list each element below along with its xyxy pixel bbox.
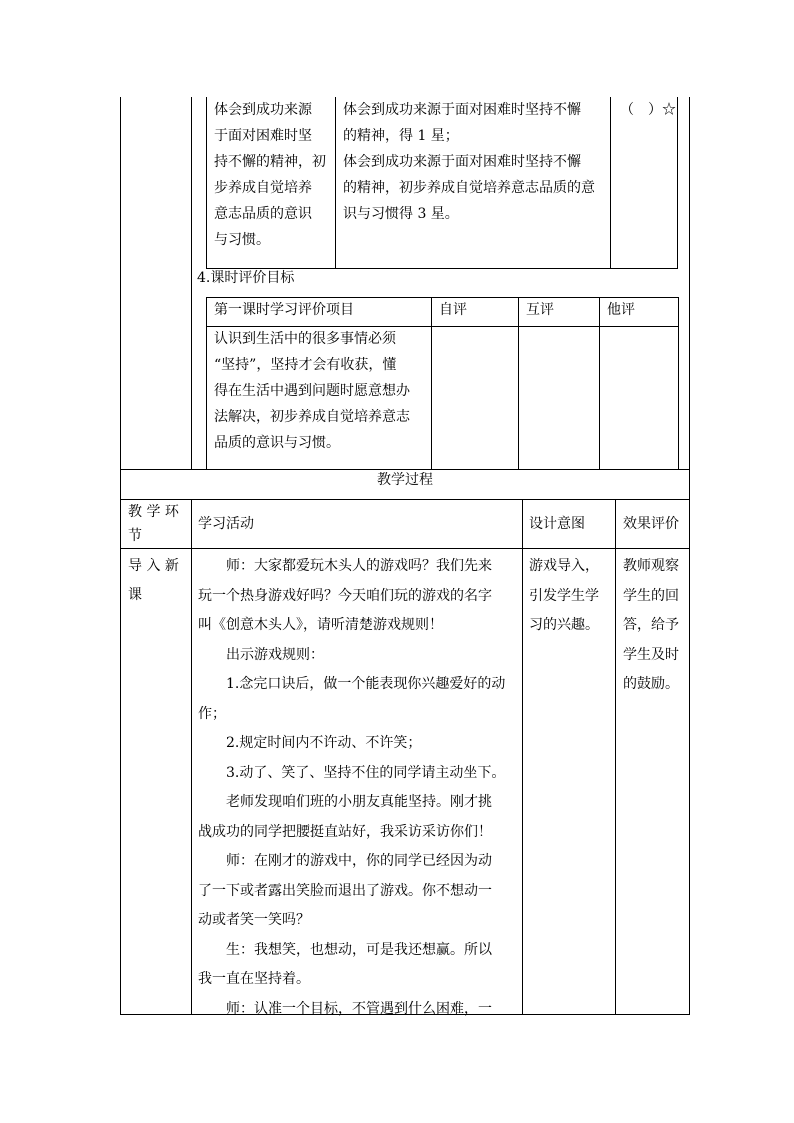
activity-line: 师：在刚才的游戏中，你的同学已经因为动	[198, 853, 492, 869]
star-rating: （ ）☆	[620, 102, 676, 118]
intent-line: 习的兴趣。	[529, 617, 599, 633]
process-header-stage: 教 学 环	[128, 504, 179, 520]
eval-item-line: 品质的意识与习惯。	[214, 435, 340, 451]
activity-line: 生：我想笑，也想动，可是我还想赢。所以	[198, 941, 492, 958]
activity-line: 战成功的同学把腰挺直站好，我采访采访你们！	[198, 823, 492, 840]
criteria-table-left	[206, 97, 207, 269]
activity-line: 了一下或者露出笑脸而退出了游戏。你不想动一	[198, 882, 492, 899]
criteria-table-col2	[610, 97, 611, 269]
effect-line: 答，给予	[623, 617, 679, 633]
process-title: 教学过程	[377, 472, 433, 488]
activity-line: 玩一个热身游戏好吗？今天咱们玩的游戏的名字	[198, 587, 492, 604]
goal-line: 步养成自觉培养	[214, 180, 312, 196]
eval-table-col3	[599, 297, 600, 470]
eval-table-col1	[431, 297, 432, 470]
stage-line: 导 入 新	[128, 558, 179, 574]
effect-line: 学生的回	[623, 587, 679, 604]
process-col-activity	[522, 499, 523, 1015]
eval-item-line: 得在生活中遇到问题时愿意想办	[214, 383, 410, 399]
activity-line: 师：大家都爱玩木头人的游戏吗？我们先来	[198, 558, 492, 574]
effect-line: 学生及时	[623, 646, 679, 663]
process-col-stage	[191, 499, 192, 1015]
intent-line: 引发学生学	[529, 587, 599, 604]
effect-line: 的鼓励。	[623, 676, 679, 692]
criteria-table-right	[677, 97, 678, 269]
stage-line: 课	[128, 587, 142, 603]
activity-line: 师：认准一个目标，不管遇到什么困难，一	[198, 1000, 492, 1017]
activity-line: 出示游戏规则：	[198, 646, 324, 663]
outer-right-border	[689, 97, 690, 1015]
process-header-stage: 节	[128, 528, 142, 544]
eval-header-self: 自评	[439, 302, 467, 318]
eval-item-line: “坚持”，坚持才会有收获，懂	[214, 357, 397, 373]
goal-line: 体会到成功来源	[214, 102, 312, 118]
process-title-bottom	[120, 499, 690, 500]
goal-line: 于面对困难时坚	[214, 128, 312, 144]
eval-table-col2	[518, 297, 519, 470]
eval-header-other: 他评	[607, 302, 635, 318]
criteria-table-col1	[335, 97, 336, 269]
criteria-line: 识与习惯得 3 星。	[343, 206, 459, 222]
upper-inner-column-divider	[191, 97, 192, 469]
eval-item-line: 认识到生活中的很多事情必须	[214, 331, 396, 347]
criteria-line: 的精神，得 1 星；	[343, 128, 459, 144]
activity-line: 3.动了、笑了、坚持不住的同学请主动坐下。	[198, 764, 506, 781]
eval-header-item: 第一课时学习评价项目	[214, 302, 354, 318]
criteria-line: 体会到成功来源于面对困难时坚持不懈	[343, 154, 581, 170]
goal-line: 持不懈的精神，初	[214, 154, 326, 170]
eval-item-line: 法解决，初步养成自觉培养意志	[214, 409, 410, 425]
process-header-effect: 效果评价	[623, 516, 679, 532]
criteria-table	[206, 97, 678, 269]
activity-line: 2.规定时间内不许动、不许笑；	[198, 735, 422, 751]
goal-line: 与习惯。	[214, 232, 270, 248]
activity-line: 我一直在坚持着。	[198, 971, 310, 987]
criteria-line: 的精神，初步养成自觉培养意志品质的意	[343, 180, 595, 196]
criteria-line: 体会到成功来源于面对困难时坚持不懈	[343, 102, 581, 118]
process-header-activity: 学习活动	[198, 516, 254, 532]
eval-table-right	[678, 297, 679, 470]
eval-header-peer: 互评	[526, 302, 554, 318]
evaluation-heading: 4.课时评价目标	[197, 270, 295, 286]
evaluation-table	[206, 297, 679, 470]
goal-line: 意志品质的意识	[214, 206, 312, 222]
process-col-intent	[615, 499, 616, 1015]
activity-line: 动或者笑一笑吗？	[198, 912, 310, 928]
effect-line: 教师观察	[623, 558, 679, 574]
intent-line: 游戏导入，	[529, 558, 599, 574]
eval-table-left	[206, 297, 207, 470]
process-header-intent: 设计意图	[529, 516, 585, 532]
activity-line: 1.念完口诀后，做一个能表现你兴趣爱好的动	[198, 676, 506, 692]
outer-left-border	[120, 97, 121, 1015]
activity-line: 叫《创意木头人》，请听清楚游戏规则！	[198, 617, 443, 633]
activity-line: 老师发现咱们班的小朋友真能坚持。刚才挑	[198, 794, 492, 810]
process-header-bottom	[120, 548, 690, 549]
activity-line: 作；	[198, 705, 226, 722]
